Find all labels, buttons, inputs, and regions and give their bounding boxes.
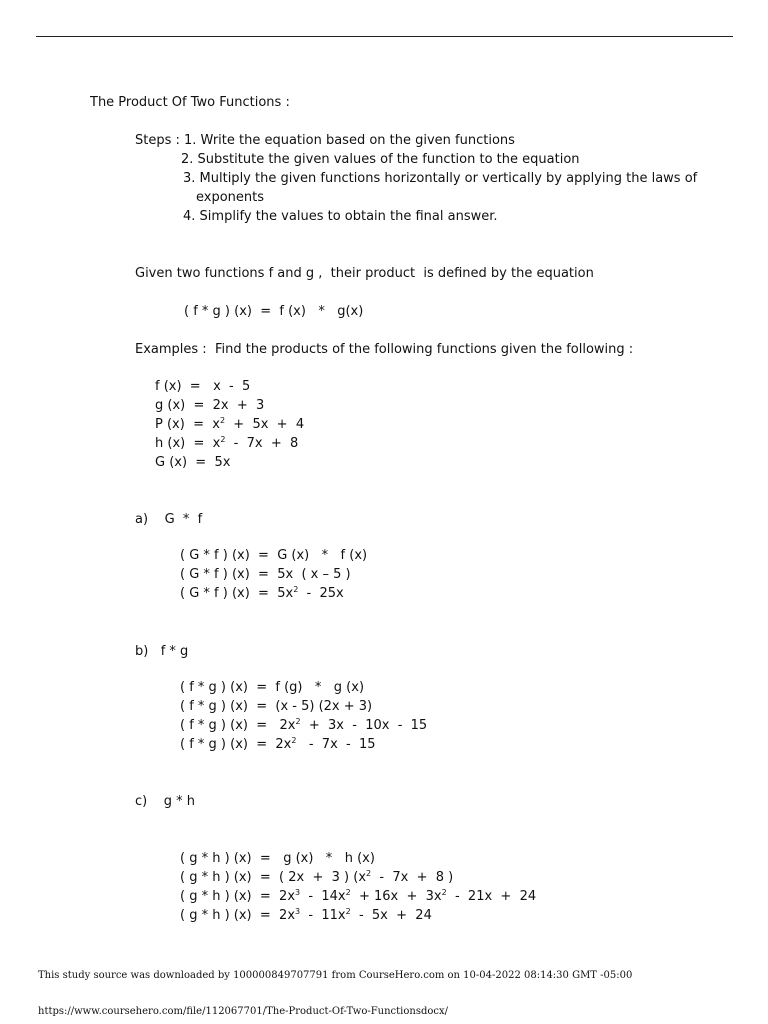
function-G: G (x) = 5x <box>155 455 231 470</box>
footer-source: This study source was downloaded by 100000849707791 from CourseHero.com on 10-04-2022 08:14:30 GMT -05:00 <box>38 970 633 981</box>
exponent: 2 <box>291 736 297 745</box>
exponent: 2 <box>293 585 299 594</box>
exponent: 2 <box>220 435 226 444</box>
step-3-continued: exponents <box>196 190 265 205</box>
example-c-label: c) g * h <box>135 794 196 809</box>
function-h: h $(x) = x^2 - 7x + 8$ <box>155 435 299 451</box>
example-b-line: ( f * g ) (x) = f (g) * g (x) <box>180 680 365 695</box>
example-c-line: ( g * h ) $(x) = 2x^3 - 14x^2 + 16x + 3x^2 - 21x + 24$ <box>180 888 537 904</box>
example-b-line: ( f * g ) $(x) = 2x^2 - 7x - 15$ <box>180 736 376 752</box>
example-b-label: b) f * g <box>135 644 189 659</box>
header-rule <box>36 36 733 37</box>
example-b-line: ( f * g ) (x) = (x - 5) (2x + 3) <box>180 699 373 714</box>
step-1: Steps : 1. Write the equation based on the given functions <box>135 133 515 148</box>
page-title: The Product Of Two Functions : <box>90 95 290 110</box>
exponent: 2 <box>295 717 301 726</box>
example-a-line: ( G * f ) (x) = 5x ( x – 5 ) <box>180 567 351 582</box>
exponent: 2 <box>219 416 226 425</box>
examples-intro: Examples : Find the products of the following functions given the following : <box>135 342 634 357</box>
function-g: g (x) = 2x + 3 <box>155 398 265 413</box>
example-a-line: ( G * f ) $(x) = 5x^2 - 25x$ <box>180 585 344 601</box>
exponent: 2 <box>345 907 351 916</box>
example-a-line: ( G * f ) (x) = G (x) * f (x) <box>180 548 368 563</box>
function-f: f (x) = x - 5 <box>155 379 251 394</box>
step-2: 2. Substitute the given values of the function to the equation <box>181 152 580 167</box>
example-c-line: ( g * h ) $(x) = 2x^3 - 11x^2 - 5x + 24$ <box>180 907 432 923</box>
example-c-line: ( g * h ) (x) = ( 2x + 3 ) ($x^2 - 7x + 8$ ) <box>180 869 454 885</box>
exponent: 2 <box>345 888 351 897</box>
exponent: 3 <box>295 907 301 916</box>
exponent: 2 <box>441 888 447 897</box>
example-a-label: a) G * f <box>135 512 203 527</box>
footer-url[interactable]: https://www.coursehero.com/file/112067701/The-Product-Of-Two-Functionsdocx/ <box>38 1006 448 1017</box>
example-c-line: ( g * h ) (x) = g (x) * h (x) <box>180 851 375 866</box>
step-3: 3. Multiply the given functions horizontally or vertically by applying the laws of <box>183 171 698 186</box>
step-4: 4. Simplify the values to obtain the final answer. <box>183 209 498 224</box>
exponent: 2 <box>366 869 372 878</box>
definition-text: Given two functions f and g , their product is defined by the equation <box>135 266 594 281</box>
definition-formula: ( f * g ) (x) = f (x) * g(x) <box>184 304 364 319</box>
example-b-line: ( f * g ) $(x) = 2x^2 + 3x - 10x - 15$ <box>180 717 428 733</box>
exponent: 3 <box>295 888 301 897</box>
function-P: P $(x) = x^2 + 5x + 4$ <box>155 416 305 432</box>
